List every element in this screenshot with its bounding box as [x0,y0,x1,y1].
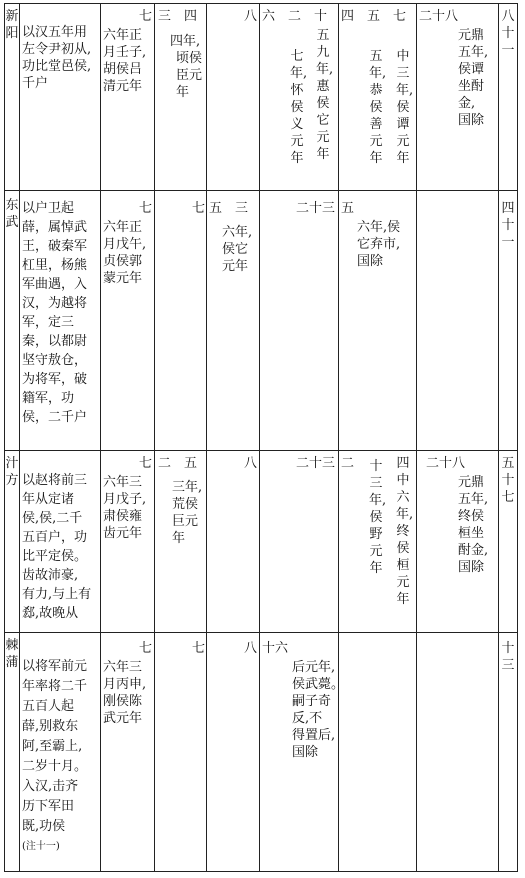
year-count: 六 二 十 [262,9,328,24]
year-count: 四 五 七 [341,9,407,24]
year-count: 八 [244,641,258,656]
cell-line: 嗣子奇 [292,694,332,709]
grid-vline [206,3,207,872]
cell-line: 元年 [222,259,249,274]
cell-line: 巨元 [172,514,199,529]
cell-line: 蒙元年 [103,271,143,286]
desc-line: 有力,与上有 [22,587,92,602]
cell-line: 五年, [458,45,489,60]
desc-line: 年率将二千 [22,679,88,694]
desc-line: 二岁十月。 [22,759,88,774]
cell-line: 四年, [170,34,201,49]
cell-line: 后元年, [292,660,336,675]
cell-vertical: 五年,恭侯善元年 [369,49,387,166]
year-count: 二十八 [419,9,459,24]
cell-line: 六年正 [103,220,143,235]
cell-line: 坐酎 [458,79,485,94]
desc-line: 五百人起 [22,699,75,714]
cell-line: 年 [176,85,190,100]
cell-line: 六年, [222,225,253,240]
year-count: 二十三 [296,456,336,471]
cell-line: 终侯 [458,509,485,524]
desc-line: 历下军田 [22,799,75,814]
desc-line: 比平定侯。 [22,549,88,564]
row-name: 东武 [5,198,19,230]
cell-line: 三年, [172,480,203,495]
desc-line: 军，定三 [22,315,75,330]
cell-line: 国除 [357,254,384,269]
cell-line: 六年三 [103,660,143,675]
cell-line: 月戊子, [103,492,147,507]
year-count: 七 [192,641,206,656]
cell-line: 它弃市, [357,237,401,252]
desc-line: 阿,至霸上, [22,739,83,754]
desc-line: 郄,故晚从 [22,606,79,621]
cell-line: 国除 [458,560,485,575]
row-divider [4,190,518,191]
cell-line: 五年, [458,492,489,507]
cell-line: 酎金, [458,543,489,558]
rank-number: 十三 [501,641,515,673]
year-count: 二十八 [426,456,466,471]
year-count: 十六 [262,641,289,656]
cell-line: 胡侯吕 [103,62,143,77]
desc-line: 以户卫起 [22,201,75,216]
grid-vline [498,3,499,872]
cell-line: 六年,侯 [357,220,401,235]
cell-line: 荒侯 [172,497,199,512]
year-count: 二 [341,456,355,471]
year-count: 七 [139,456,153,471]
row-name: 棘蒲 [5,638,19,670]
grid-vline [19,3,20,872]
cell-vertical: 中三年,侯谭元年 [396,49,414,166]
year-count: 五 三 [209,201,249,216]
row-divider [4,450,518,451]
desc-line: 王，破秦军 [22,239,88,254]
cell-line: 顷侯 [176,51,203,66]
grid-vline [416,3,417,872]
desc-line: 薛，属悼武 [22,220,88,235]
cell-line: 元鼎 [458,475,485,490]
row-name: 新阳 [5,9,19,41]
rank-number: 五十七 [501,456,515,505]
desc-line: 汉，为越将 [22,296,88,311]
year-count: 二十三 [296,201,336,216]
cell-vertical: 十三年,侯野元年 [369,459,387,576]
cell-line: 刚侯陈 [103,694,143,709]
year-count: 七 [139,641,153,656]
desc-line: 左令尹初从, [22,42,92,57]
rank-number: 八十一 [501,9,515,58]
cell-line: 武元年 [103,711,143,726]
desc-line: 军曲遇，入 [22,277,88,292]
year-count: 七 [139,201,153,216]
desc-line: 侯，二千户 [22,410,88,425]
desc-line: 入汉,击齐 [22,779,79,794]
footnote-marker: (注十一) [22,841,60,852]
cell-line: 齿元年 [103,526,143,541]
desc-line: 以将军前元 [22,659,88,674]
cell-line: 反,不 [292,711,323,726]
desc-line: 千户 [22,76,49,91]
cell-line: 清元年 [103,79,143,94]
cell-line: 得置后, [292,728,336,743]
desc-line: 五百户，功 [22,530,88,545]
cell-line: 肃侯雍 [103,509,143,524]
cell-line: 年 [172,531,186,546]
year-count: 五 [341,201,355,216]
grid-vline [100,3,101,872]
desc-line: 坚守敖仓， [22,353,88,368]
grid-vline [259,3,260,872]
row-name: 汁方 [5,456,19,488]
desc-line: 齿故沛豪, [22,568,79,583]
year-count: 八 [244,9,258,24]
cell-line: 月丙申, [103,677,147,692]
grid-vline [154,3,155,872]
desc-line: 杠里，杨熊 [22,258,88,273]
year-count: 八 [244,456,258,471]
cell-line: 月壬子, [103,45,147,60]
year-count: 二 五 [158,456,198,471]
year-count: 七 [139,9,153,24]
cell-line: 侯武薨。 [292,677,345,692]
desc-line: 年从定诸 [22,492,75,507]
desc-line: 侯,侯,二千 [22,511,83,526]
desc-line: 既,功侯 [22,819,66,834]
cell-line: 侯谭 [458,62,485,77]
cell-vertical: 五九年,惠侯它元年 [316,28,334,162]
desc-line: 功比堂邑侯, [22,59,92,74]
cell-line: 桓坐 [458,526,485,541]
cell-vertical: 四中六年,终侯桓元年 [396,456,414,607]
cell-vertical: 七年,怀侯义元年 [290,49,308,166]
desc-line: 籍军，功 [22,391,75,406]
desc-line: 薛,别救东 [22,719,79,734]
cell-line: 元鼎 [458,28,485,43]
row-divider [4,632,518,633]
grid-vline [338,3,339,872]
desc-line: 秦，以都尉 [22,334,88,349]
cell-line: 国除 [292,745,319,760]
cell-line: 侯它 [222,242,249,257]
cell-line: 月戊午, [103,237,147,252]
cell-line: 六年正 [103,28,143,43]
cell-line: 国除 [458,113,485,128]
cell-line: 金, [458,96,476,111]
cell-line: 臣元 [176,68,203,83]
desc-line: 以赵将前三 [22,473,88,488]
rank-number: 四十一 [501,201,515,250]
cell-line: 贞侯郭 [103,254,143,269]
desc-line: 为将军，破 [22,372,88,387]
cell-line: 六年三 [103,475,143,490]
year-count: 七 [192,201,206,216]
year-count: 三 四 [158,9,198,24]
desc-line: 以汉五年用 [22,25,88,40]
